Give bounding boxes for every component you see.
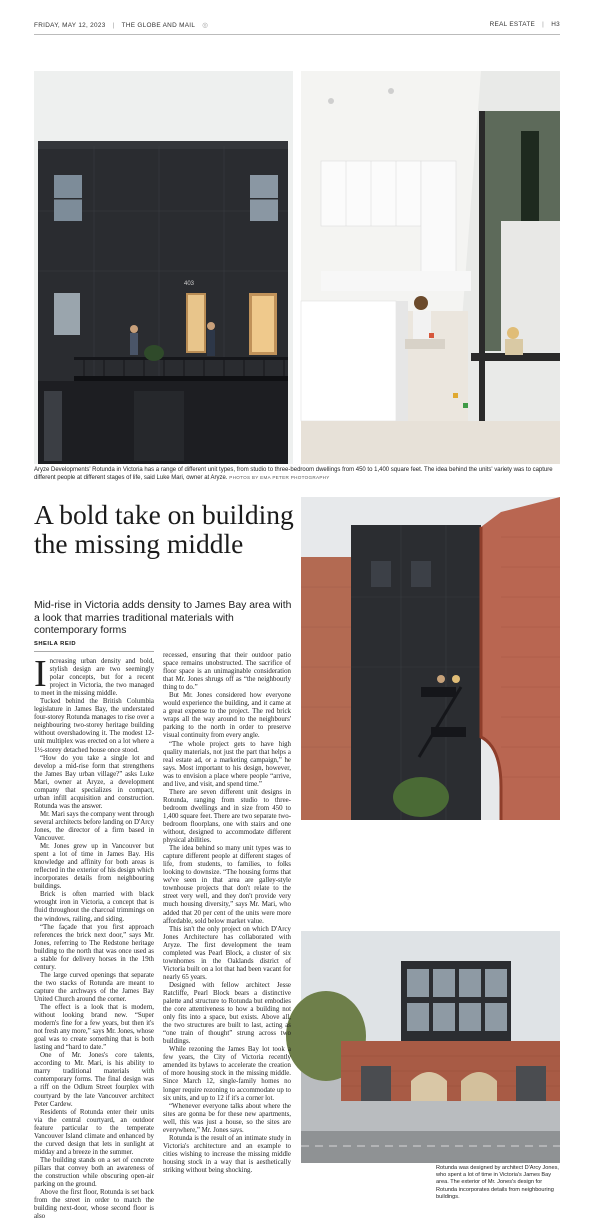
article-byline: SHEILA REID [34, 641, 77, 647]
article-dek: Mid-rise in Victoria adds density to James Bay area with a look that marries traditional materials with contemporary forms [34, 600, 292, 637]
article-paragraph: But Mr. Jones considered how everyone would experience the building, and it came at a great expense to the project. The red brick wraps all the way around to the neighbours' parking to the north in order to preserve visual continuity from every angle. [163, 692, 291, 740]
article-paragraph: “The façade that you first approach references the brick next door,” says Mr. Jones, referring to The Redstone heritage building to the north that was once used as a stable for delivery horses in the 19th century. [34, 923, 154, 971]
header-separator: | [542, 21, 545, 28]
page-header [34, 21, 560, 35]
article-paragraph: “Whenever everyone talks about where the sites are gonna be for these new apartments, well, this was just a house, so the sites are everywhere,” Mr. Jones says. [163, 1102, 291, 1134]
article-paragraph: The large curved openings that separate the two stacks of Rotunda are meant to capture the archways of the James Bay United Church around the corner. [34, 971, 154, 1003]
caption-text: Rotunda was designed by architect D'Arcy Jones, who spent a lot of time in Victoria's James Bay area. The exterior of Mr. Jones's design for Rotunda incorporates details from neighbouring buildings. [436, 1165, 559, 1200]
header-left [34, 21, 213, 29]
interior-kitchen-photo-icon [301, 71, 560, 464]
header-paper-name: THE GLOBE AND MAIL [121, 22, 196, 29]
address-number: 403 [184, 281, 195, 287]
exterior-brick-photo-icon [301, 497, 560, 820]
article-headline: A bold take on building the missing middle [34, 499, 294, 559]
header-date: FRIDAY, MAY 12, 2023 [34, 22, 106, 29]
photo-credit: PHOTOS BY EMA PETER PHOTOGRAPHY [229, 475, 330, 480]
header-separator: | [112, 22, 115, 29]
article-paragraph: This isn't the only project on which D'Arcy Jones Architecture has collaborated with Aryze. The first development the team completed was Pearl Block, a cluster of six townhomes in the Oaklands district of Victoria built on a lot that had been vacant for nearly 65 years. [163, 925, 291, 981]
header-section: REAL ESTATE [489, 21, 536, 28]
article-paragraph: While rezoning the James Bay lot took a few years, the City of Victoria recently amended its bylaws to accelerate the creation of more housing stock in the missing middle. Since March 12, single-family homes no longer require rezoning to accommodate up to six units, and up to 12 if it's a corner lot. [163, 1046, 291, 1102]
photo-caption-top [34, 466, 560, 482]
header-right [485, 21, 560, 28]
article-paragraph: “How do you take a single lot and develop a mid-rise form that strengthens the James Bay urban village?” asks Luke Mari, owner at Aryze, a development company that specializes in compact, urban infill acquisition and construction. Rotunda was the answer. [34, 754, 154, 810]
globe-logo-icon: ◎ [202, 22, 209, 29]
article-paragraph: “The whole project gets to have high quality materials, not just the part that helps a real estate ad, or a marketing campaign,” he says. Most important to his design, however, was to envision a place where people “arrive, and live, and visit, and spend time.” [163, 740, 291, 788]
photo-caption-bottom [436, 1165, 560, 1201]
article-paragraph: The building stands on a set of concrete pillars that convey both an awareness of the construction while obscuring open-air parking on the ground. [34, 1156, 154, 1189]
street-view-photo-icon [301, 931, 560, 1163]
article-paragraph: Increasing urban density and bold, stylish design are two seemingly polar concepts, but for a recent project in Victoria, the two managed to meet in the missing middle. [34, 653, 154, 698]
caption-text: Aryze Developments' Rotunda in Victoria has a range of different unit types, from studio to three-bedroom dwellings from 450 to 1,400 square feet. The idea behind the units' variety was to capture different people at different stages of life, said Luke Mari, owner at Aryze. [34, 467, 553, 481]
article-paragraph: Rotunda is the result of an intimate study in Victoria's architecture and an example to cities wishing to increase the missing middle housing stock in a way that is aesthetically striking without being shocking. [163, 1134, 291, 1174]
article-paragraph: One of Mr. Jones's core talents, according to Mr. Mari, is his ability to marry traditional materials with contemporary forms. The final design was a riff on the Odlum Street fourplex with courtyard by the late Vancouver architect Peter Cardew. [34, 1052, 154, 1108]
article-column-1 [34, 653, 154, 1221]
drop-cap: I [34, 653, 47, 695]
byline-rule [34, 651, 154, 652]
article-paragraph: There are seven different unit designs in Rotunda, ranging from studio to three-bedroom dwellings and in size from 450 to 1,400 square feet. There are two separate two-bedroom floorplans, one with stairs and one without, designed to accommodate different physical abilities. [163, 788, 291, 845]
article-paragraph: The idea behind so many unit types was to capture different people at different stages of life, from students, to families, to folks looking to downsize. “The housing forms that we've seen in that area are galley-style townhouse projects that don't relate to the street very well, and they don't provide very much housing diversity,” says Mr. Mari, who added that 20 per cent of the units were more affordable, sold below market value. [163, 845, 291, 925]
article-paragraph: Brick is often married with black wrought iron in Victoria, a concept that is fluid throughout the charcoal trimmings on the windows, railing, and siding. [34, 891, 154, 923]
article-paragraph: The effect is a look that is modern, without looking brand new. “Super modern's fine for a few years, but then it's not fresh any more,” says Mr. Jones, whose goal was to create something that is both lasting and “hard to date.” [34, 1004, 154, 1052]
article-paragraph: Residents of Rotunda enter their units via the central courtyard, an outdoor feature particular to the temperate Vancouver Island climate and enhanced by the curved design that lets in sunlight at midday and a breeze in the summer. [34, 1108, 154, 1156]
article-paragraph: Designed with fellow architect Jesse Ratcliffe, Pearl Block bears a distinctive palette and structure to Rotunda but embodies the core attentiveness to how a building not only fits into a space, but exists. Above all, the two structures are built to last, acting as “one train of thought” strung across two buildings. [163, 981, 291, 1046]
article-column-2 [163, 652, 291, 1174]
article-paragraph: Mr. Mari says the company went through several architects before landing on D'Arcy Jones, the director of a firm based in Vancouver. [34, 810, 154, 843]
header-page-number: H3 [551, 21, 560, 28]
article-paragraph: Tucked behind the British Columbia legislature in James Bay, the understated four-storey Rotunda manages to rise over a neighbouring two-storey heritage building without overshadowing it. The modest 12-unit multiplex was erected on a lot where a 1½-storey detached house once stood. [34, 698, 154, 754]
exterior-photo-icon [34, 71, 293, 464]
article-paragraph: recessed, ensuring that their outdoor patio space remains unobstructed. The sacrifice of floor space is an unimaginable consideration that Mr. Jones shrugs off as “the neighbourly thing to do.” [163, 652, 291, 692]
article-paragraph: Mr. Jones grew up in Vancouver but spent a lot of time in James Bay. His knowledge and affinity for both areas is reflected in the exterior of his design which incorporates details from neighbouring buildings. [34, 843, 154, 891]
header-rule [34, 34, 560, 35]
article-paragraph: Above the first floor, Rotunda is set back from the street in order to match the building next-door, whose second floor is also [34, 1189, 154, 1221]
